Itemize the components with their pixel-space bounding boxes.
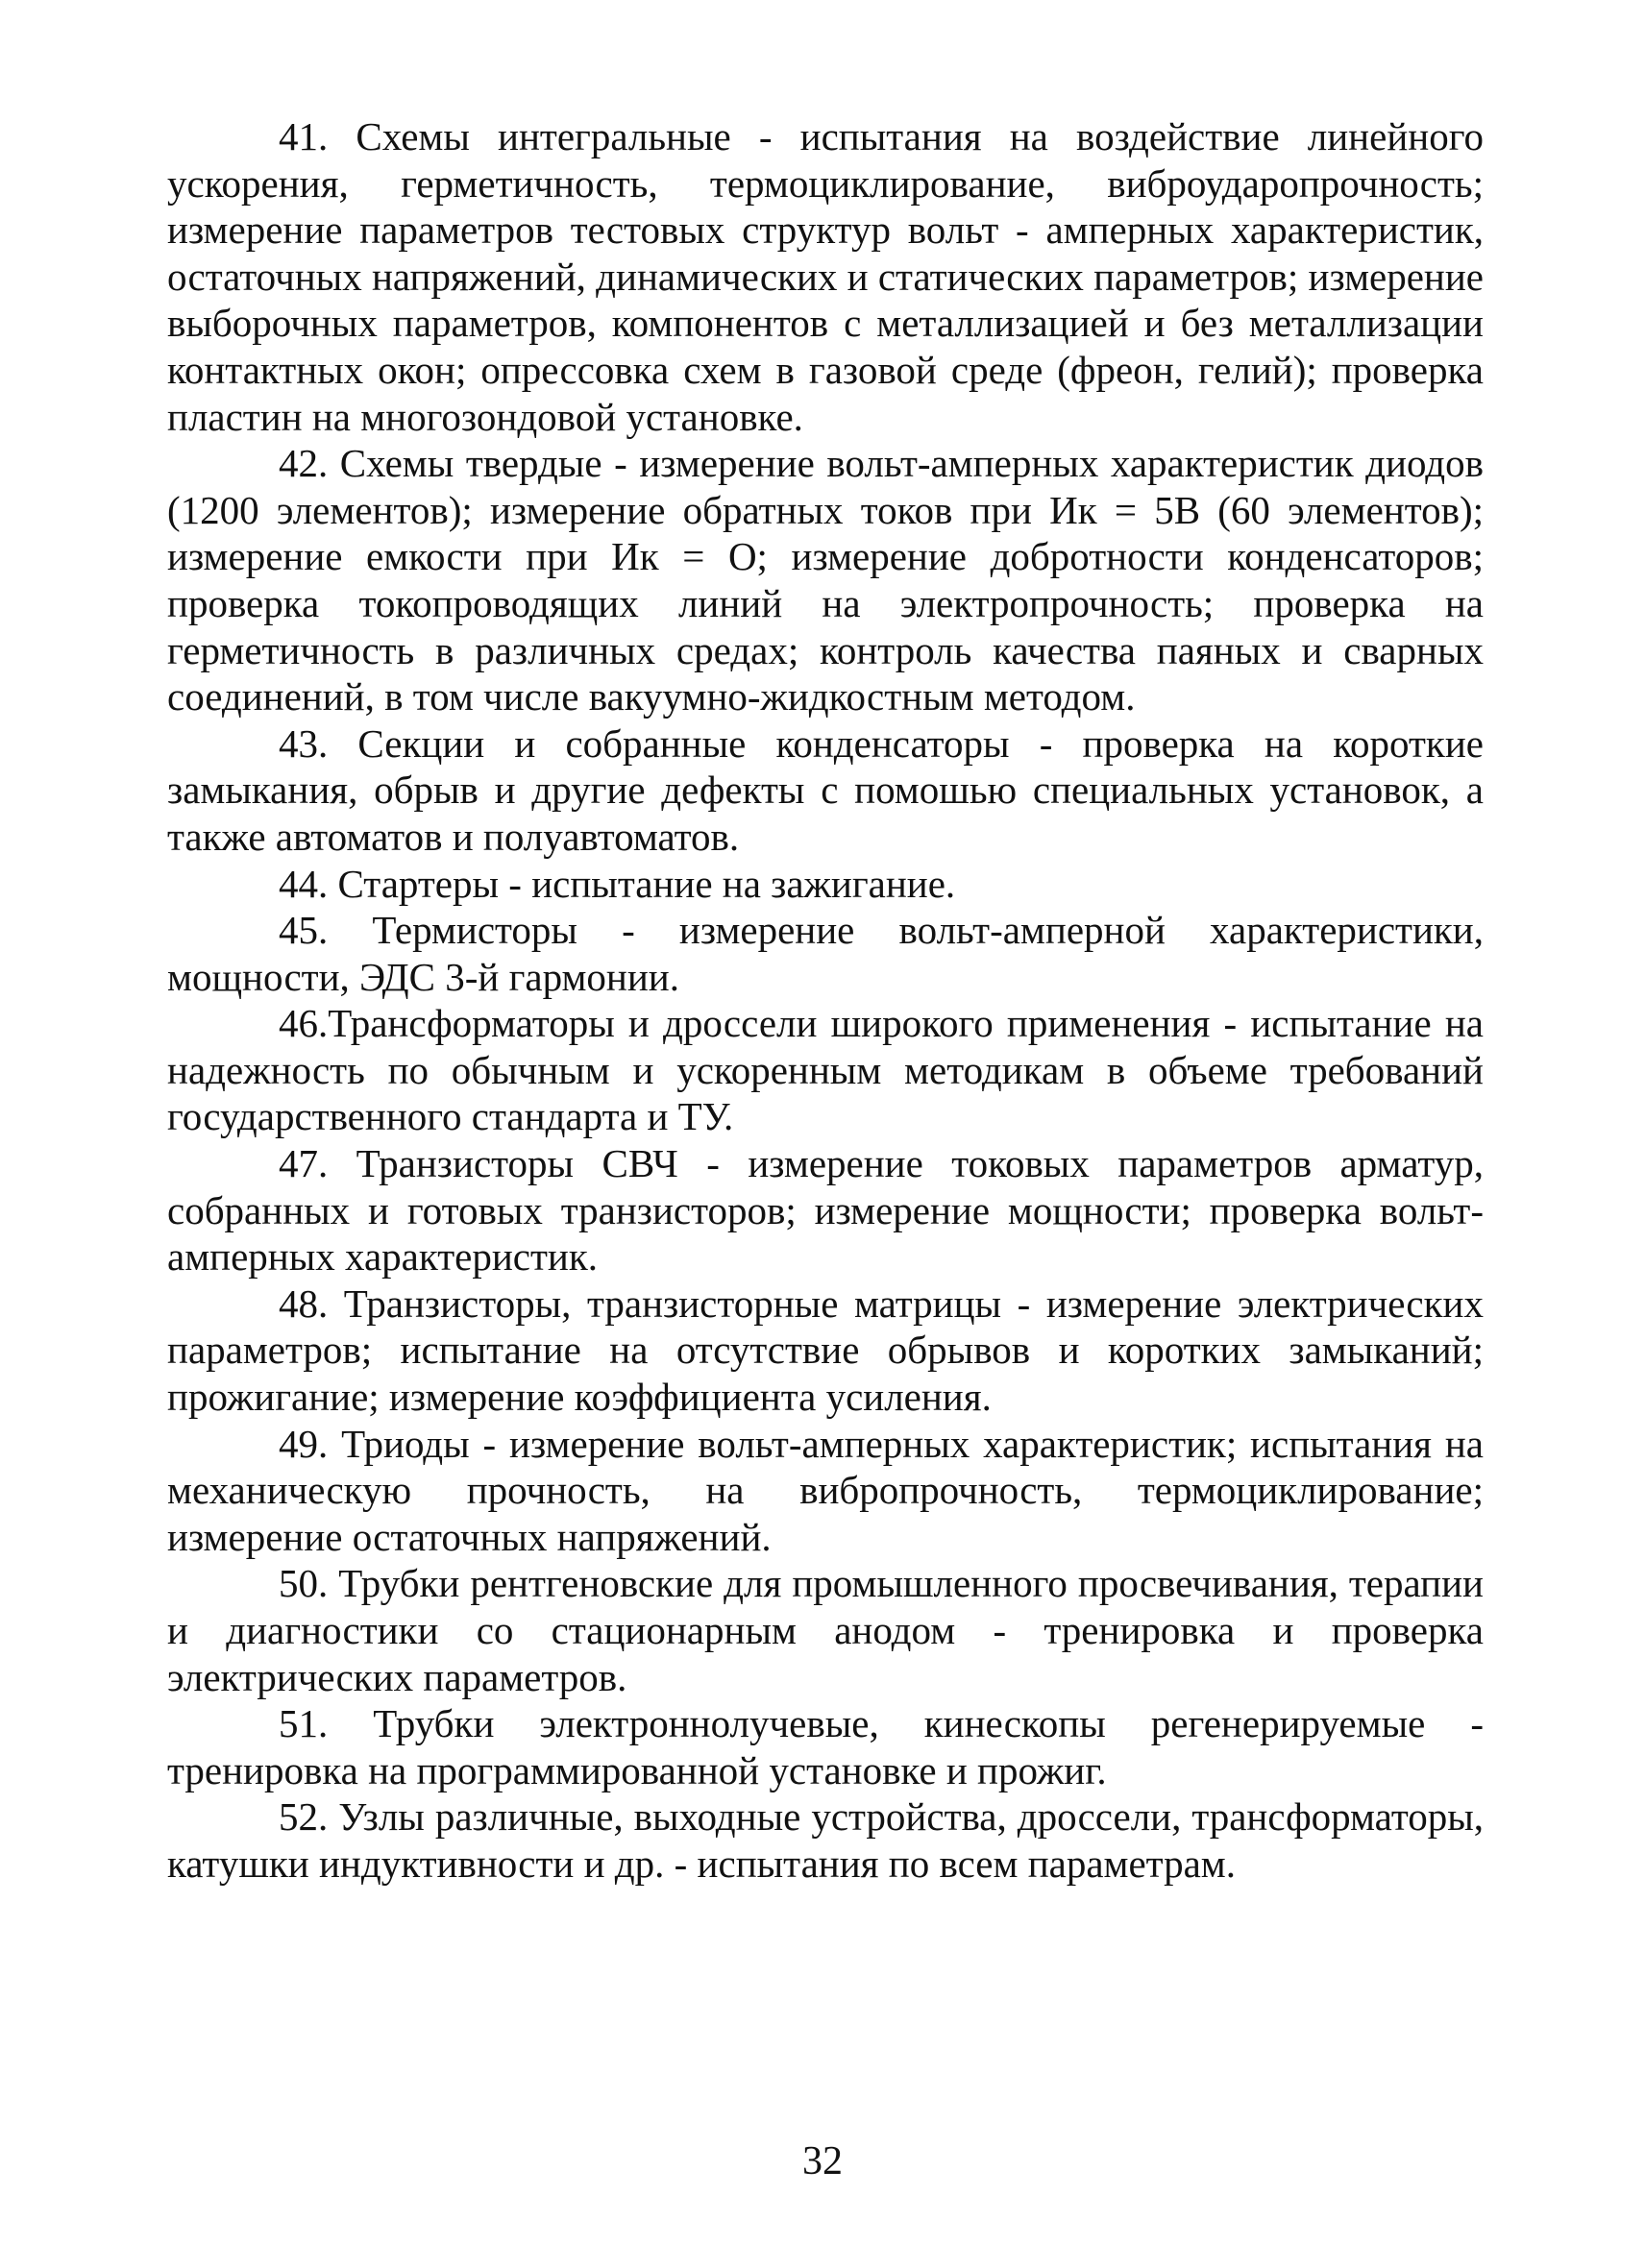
list-item-48: 48. Транзисторы, транзисторные матрицы - измерение электрических параметров; испытание на отсутствие обрывов и коротких замыканий; прожигание; измерение коэффициента усиления.: [167, 1280, 1484, 1420]
list-item-44: 44. Стартеры - испытание на зажигание.: [279, 861, 956, 906]
list-item-51: 51. Трубки электроннолучевые, кинескопы регенерируемые - тренировка на программированной установке и прожиг.: [167, 1701, 1484, 1792]
list-item-46: 46.Трансформаторы и дроссели широкого применения - испытание на надежность по обычным и ускоренным методикам в объеме требований государственного стандарта и ТУ.: [167, 1001, 1484, 1139]
list-item-43: 43. Секции и собранные конденсаторы - проверка на короткие замыкания, обрыв и другие дефекты с помошью специальных установок, а также автоматов и полуавтоматов.: [167, 720, 1484, 859]
list-item-50: 50. Трубки рентгеновские для промышленного просвечивания, терапии и диагностики со стационарным анодом - тренировка и проверка электрических параметров.: [167, 1561, 1484, 1699]
list-item-49: 49. Триоды - измерение вольт-амперных характеристик; испытания на механическую прочность, на вибропрочность, термоциклирование; измерение остаточных напряжений.: [167, 1421, 1484, 1559]
body-text: [167, 113, 1484, 1888]
list-item-47: 47. Транзисторы СВЧ - измерение токовых параметров арматур, собранных и готовых транзисторов; измерение мощности; проверка вольт-амперных характеристик.: [167, 1141, 1484, 1280]
page-number: 32: [802, 2139, 843, 2183]
list-item-42: 42. Схемы твердые - измерение вольт-амперных характеристик диодов (1200 элементов); измерение обратных токов при Ик = 5В (60 элементов); измерение емкости при Ик = О; измерение добротности конденсаторов; проверка токопроводящих линий на электропрочность; проверка на герметичность в различных средах; контроль качества паяных и сварных соединений, в том числе вакуумно-жидкостным методом.: [167, 441, 1484, 719]
list-item-52: 52. Узлы различные, выходные устройства, дроссели, трансформаторы, катушки индуктивности и др. - испытания по всем параметрам.: [167, 1794, 1484, 1886]
list-item-45: 45. Термисторы - измерение вольт-амперной характеристики, мощности, ЭДС 3-й гармонии.: [167, 908, 1484, 999]
list-item-41: 41. Схемы интегральные - испытания на воздействие линейного ускорения, герметичность, термоциклирование, виброударопрочность; измерение параметров тестовых структур вольт - амперных характеристик, остаточных напряжений, динамических и статических параметров; измерение выборочных параметров, компонентов с металлизацией и без металлизации контактных окон; опрессовка схем в газовой среде (фреон, гелий); проверка пластин на многозондовой установке.: [167, 114, 1484, 439]
